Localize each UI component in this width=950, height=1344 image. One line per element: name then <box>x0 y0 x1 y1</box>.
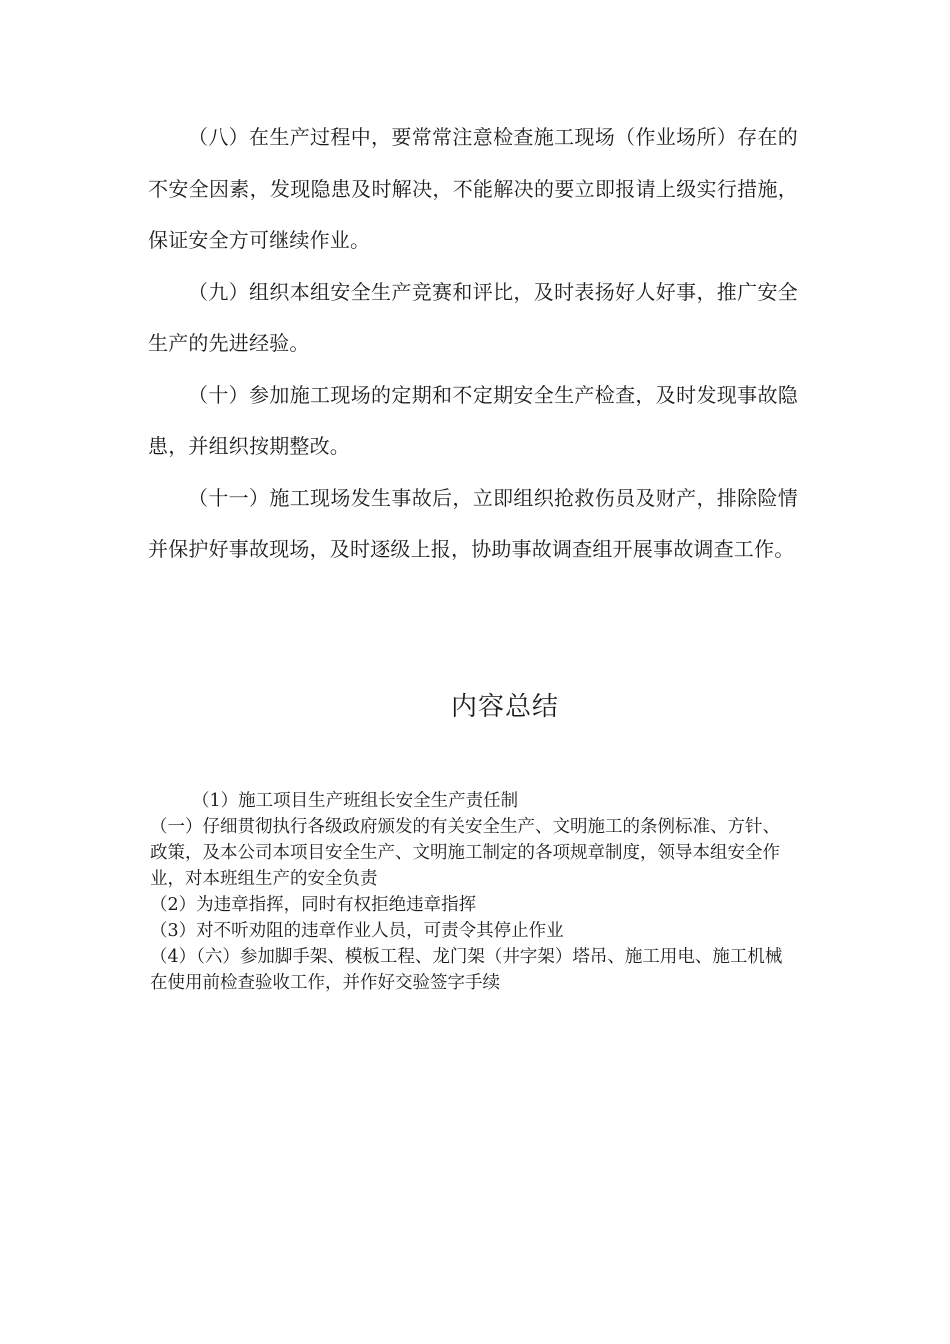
paragraph-9: （九）组织本组安全生产竞赛和评比，及时表扬好人好事，推广安全生产的先进经验。 <box>148 279 798 355</box>
paragraph-10: （十）参加施工现场的定期和不定期安全生产检查，及时发现事故隐患，并组织按期整改。 <box>148 382 798 458</box>
body-text <box>148 112 798 576</box>
paragraph-11: （十一）施工现场发生事故后，立即组织抢救伤员及财产，排除险情并保护好事故现场，及时逐级上报，协助事故调查组开展事故调查工作。 <box>148 485 798 561</box>
summary-line: （1）施工项目生产班组长安全生产责任制 <box>192 791 519 811</box>
summary-body <box>150 788 790 996</box>
summary-title: 内容总结 <box>450 692 559 722</box>
paragraph-8: （八）在生产过程中，要常常注意检查施工现场（作业场所）存在的不安全因素，发现隐患及时解决，不能解决的要立即报请上级实行措施，保证安全方可继续作业。 <box>148 125 798 252</box>
summary-line: （一）仔细贯彻执行各级政府颁发的有关安全生产、文明施工的条例标准、方针、政策，及本公司本项目安全生产、文明施工制定的各项规章制度，领导本组安全作业，对本班组生产的安全负责 <box>150 817 780 889</box>
summary-line: （3）对不听劝阻的违章作业人员，可责令其停止作业 <box>150 921 564 941</box>
summary-line: （4）（六）参加脚手架、模板工程、龙门架（井字架）塔吊、施工用电、施工机械在使用前检查验收工作，并作好交验签字手续 <box>150 947 783 993</box>
summary-line: （2）为违章指挥，同时有权拒绝违章指挥 <box>150 895 477 915</box>
